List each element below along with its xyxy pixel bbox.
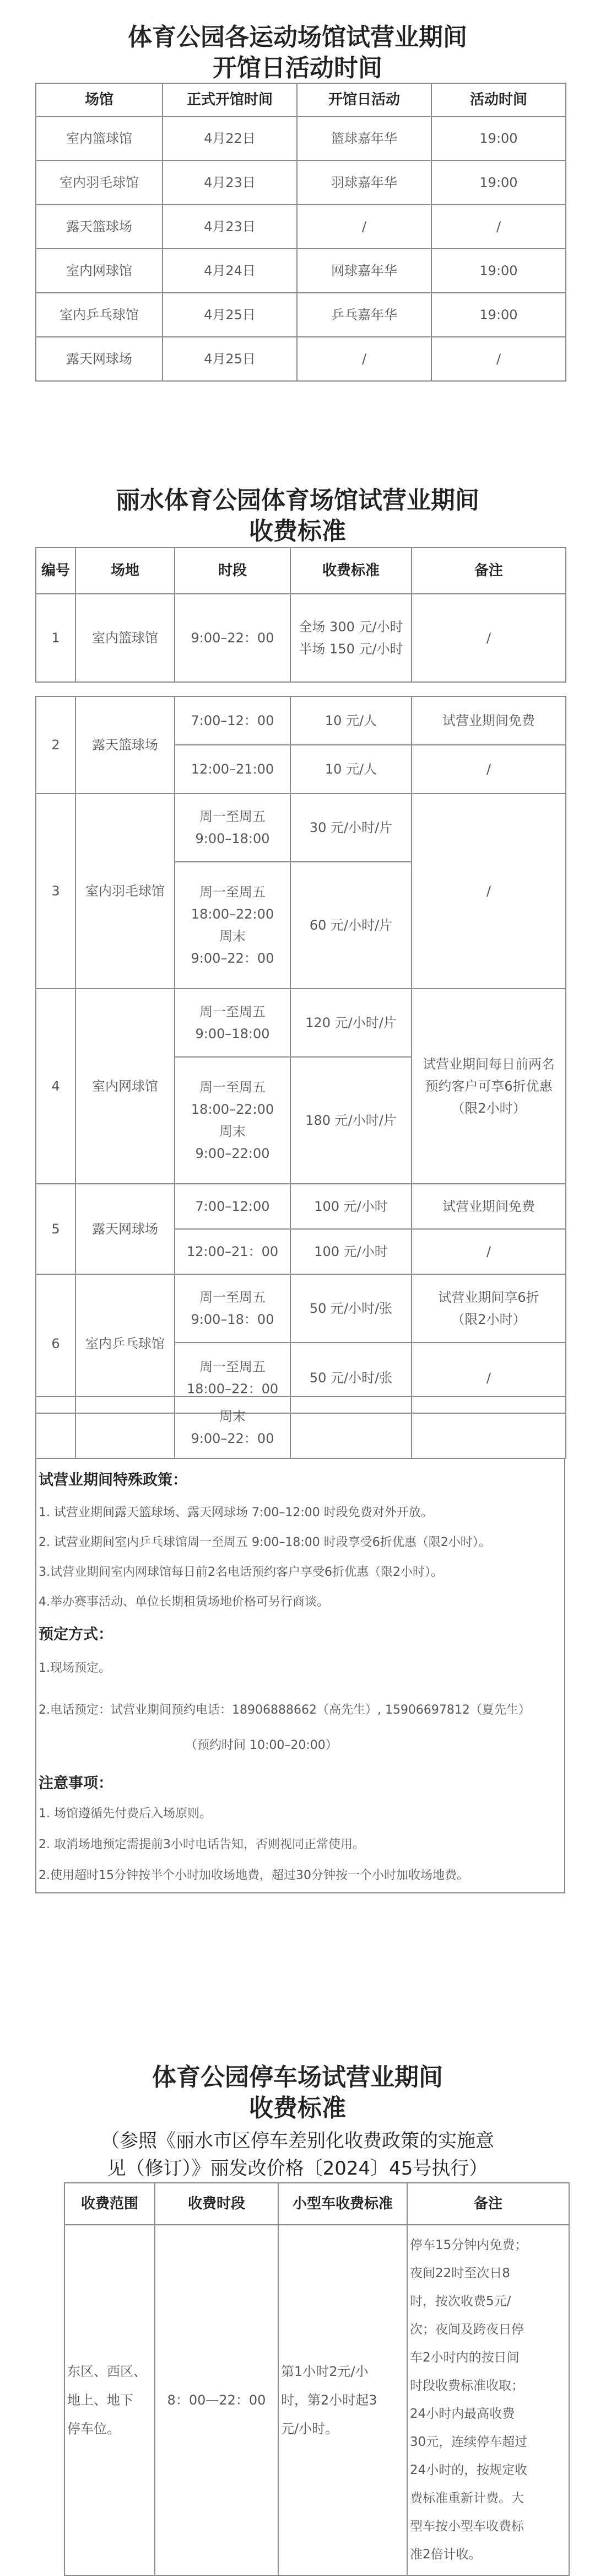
- cell: 1: [36, 594, 75, 682]
- time-line: 周末: [219, 1124, 246, 1139]
- policy-line: 2.使用超时15分钟按半个小时加收场地费，超过30分钟按一个小时加收场地费。: [39, 1869, 469, 1882]
- time-line: 9:00–22:00: [195, 1146, 270, 1161]
- table-row: [36, 116, 566, 160]
- range-line: 停车位。: [67, 2421, 120, 2437]
- cell: 3: [36, 793, 75, 989]
- note-line: 24小时内最高收费: [410, 2407, 515, 2421]
- policy-line: 2. 试营业期间室内乒乓球馆周一至周五 9:00–18:00 时段享受6折优惠（限2小时）。: [39, 1536, 491, 1549]
- fee-line: 时，第2小时起3: [281, 2392, 377, 2408]
- cell: [407, 2225, 569, 2575]
- note-line: （限2小时）: [451, 1312, 526, 1327]
- col-open-date: 正式开馆时间: [163, 83, 297, 116]
- cell: 7:00–12:00: [175, 1184, 290, 1229]
- cell: 露天网球场: [75, 1184, 175, 1274]
- table-row: [36, 160, 566, 205]
- section-opening-schedule: [0, 22, 595, 84]
- booking-method-heading: 预定方式：: [39, 1626, 113, 1643]
- special-policy-heading: 试营业期间特殊政策：: [39, 1472, 187, 1489]
- cell: /: [297, 205, 431, 249]
- note-line: 车2小时内的按日间: [410, 2350, 520, 2365]
- section1-title-line2: 开馆日活动时间: [213, 54, 382, 82]
- fee-table-part3: [35, 1396, 566, 1459]
- cell: [412, 989, 566, 1184]
- time-line: 周一至周五: [199, 1080, 266, 1095]
- col-range: 收费范围: [64, 2183, 155, 2225]
- table-row: [36, 1397, 566, 1458]
- fee-line: 全场 300 元/小时: [299, 619, 403, 635]
- col-period: 收费时段: [155, 2183, 278, 2225]
- cell: 10 元/人: [290, 696, 412, 745]
- table-row: [36, 337, 566, 381]
- time-line: 周一至周五: [199, 1359, 266, 1375]
- policy-line: （预约时间 10:00–20:00）: [185, 1738, 338, 1752]
- table-row: [36, 249, 566, 293]
- policy-line: 2. 取消场地预定需提前3小时电话告知，否则视同正常使用。: [39, 1838, 365, 1852]
- col-number: 编号: [36, 548, 75, 594]
- time-line: 周一至周五: [199, 1004, 266, 1019]
- cell: 室内羽毛球馆: [36, 160, 163, 205]
- time-line: 9:00–18:00: [195, 1026, 270, 1042]
- cell: 50 元/小时/张: [290, 1274, 412, 1343]
- cell: 10 元/人: [290, 745, 412, 793]
- table-row: [36, 205, 566, 249]
- table-row: [36, 989, 566, 1057]
- cell: /: [412, 745, 566, 793]
- cell: /: [431, 205, 566, 249]
- cell: [278, 2225, 407, 2575]
- fee-table-part1: [35, 547, 566, 683]
- cell: 室内篮球馆: [75, 594, 175, 682]
- note-line: 试营业期间每日前两名: [423, 1056, 555, 1072]
- col-activity: 开馆日活动: [297, 83, 431, 116]
- col-period: 时段: [175, 548, 290, 594]
- section-parking-fee: [0, 2062, 595, 2182]
- fee-line: 元/小时。: [281, 2421, 339, 2437]
- note-line: （限2小时）: [451, 1101, 526, 1116]
- note-line: 次；夜间及跨夜日停: [410, 2322, 524, 2337]
- note-line: 30元，连续停车超过: [410, 2435, 528, 2449]
- cell: 室内乒乓球馆: [36, 293, 163, 337]
- cell: 室内网球馆: [36, 249, 163, 293]
- cell: 19:00: [431, 116, 566, 160]
- section3-title-line1: 体育公园停车场试营业期间: [152, 2063, 443, 2091]
- section3-title-line2: 收费标准: [249, 2094, 346, 2122]
- note-line: 时段收费标准收取；: [410, 2379, 524, 2393]
- col-activity-time: 活动时间: [431, 83, 566, 116]
- cell: [290, 594, 412, 682]
- time-line: 周一至周五: [199, 1290, 266, 1305]
- cell: 19:00: [431, 293, 566, 337]
- time-line: 18:00–22：00: [186, 1381, 279, 1397]
- section1-title-line1: 体育公园各运动场馆试营业期间: [128, 23, 467, 51]
- time-line: 周末: [219, 1409, 246, 1424]
- fee-table-part2: [35, 696, 566, 1414]
- cell: 露天网球场: [36, 337, 163, 381]
- note-line: 预约客户可享6折优惠: [425, 1078, 553, 1094]
- cell: 室内网球馆: [75, 989, 175, 1184]
- fee-line: 第1小时2元/小: [281, 2364, 369, 2379]
- col-small-car-fee: 小型车收费标准: [278, 2183, 407, 2225]
- col-fee: 收费标准: [290, 548, 412, 594]
- time-line: 9:00–18：00: [191, 1312, 274, 1327]
- cell: [64, 2225, 155, 2575]
- cell: 乒乓嘉年华: [297, 293, 431, 337]
- cell: /: [431, 337, 566, 381]
- table-row: [36, 1184, 566, 1229]
- time-line: 周一至周五: [199, 884, 266, 900]
- cell: 100 元/小时: [290, 1229, 412, 1274]
- cell: 6: [36, 1274, 75, 1413]
- cell: [412, 1397, 566, 1458]
- time-line: 9:00–22：00: [191, 951, 274, 966]
- cell: /: [412, 594, 566, 682]
- cell: 4月23日: [163, 205, 297, 249]
- note-line: 准2倍计收。: [410, 2547, 482, 2562]
- note-line: 型车按小型车收费标: [410, 2519, 524, 2534]
- cell: 试营业期间免费: [412, 1184, 566, 1229]
- note-line: 时，按次收费5元/: [410, 2294, 511, 2309]
- cell: 100 元/小时: [290, 1184, 412, 1229]
- cell: [175, 1057, 290, 1184]
- cell: 19:00: [431, 249, 566, 293]
- cell: /: [412, 1229, 566, 1274]
- policy-line: 2.电话预定：试营业期间预约电话：18906888662（高先生）, 15906697812（夏先生）: [39, 1703, 531, 1717]
- note-line: 停车15分钟内免费；: [410, 2238, 528, 2252]
- time-line: 周末: [219, 929, 246, 944]
- cell: 12:00–21:00: [175, 745, 290, 793]
- table-row: [36, 293, 566, 337]
- cell: 30 元/小时/片: [290, 793, 412, 862]
- cell: [175, 862, 290, 989]
- cell: 8：00—22：00: [155, 2225, 278, 2575]
- table-row: [36, 1274, 566, 1343]
- parking-fee-table: [64, 2182, 570, 2576]
- col-note: 备注: [412, 548, 566, 594]
- cell: 60 元/小时/片: [290, 862, 412, 989]
- cell: 4月24日: [163, 249, 297, 293]
- policy-line: 3.试营业期间室内网球馆每日前2名电话预约客户享受6折优惠（限2小时）。: [39, 1565, 443, 1579]
- range-line: 东区、西区、: [67, 2364, 147, 2379]
- cell: 室内羽毛球馆: [75, 793, 175, 989]
- opening-schedule-table: [35, 83, 566, 382]
- cell: 180 元/小时/片: [290, 1057, 412, 1184]
- section3-subtitle-line1: （参照《丽水市区停车差别化收费政策的实施意: [101, 2130, 494, 2152]
- range-line: 地上、地下: [67, 2392, 133, 2408]
- policy-box: [35, 1458, 565, 1893]
- cell: [290, 1397, 412, 1458]
- cell: 室内乒乓球馆: [75, 1274, 175, 1413]
- cell: 5: [36, 1184, 75, 1274]
- cell: 7:00–12：00: [175, 696, 290, 745]
- fee-line: 半场 150 元/小时: [299, 641, 403, 657]
- time-line: 9:00–22：00: [191, 1431, 274, 1446]
- note-line: 费标准重新计费。大: [410, 2491, 524, 2505]
- note-line: 试营业期间享6折: [438, 1290, 539, 1305]
- cell: [175, 989, 290, 1057]
- cell: [175, 793, 290, 862]
- cell: [75, 1397, 175, 1458]
- cell: [175, 1397, 290, 1458]
- cell: 4月23日: [163, 160, 297, 205]
- section-fee-standard: [0, 485, 595, 547]
- table-row: [64, 2225, 569, 2575]
- section2-title-line2: 收费标准: [249, 517, 346, 545]
- cell: 4: [36, 989, 75, 1184]
- table-row: [36, 793, 566, 862]
- cell: 篮球嘉年华: [297, 116, 431, 160]
- cell: 网球嘉年华: [297, 249, 431, 293]
- cell: 12:00–21：00: [175, 1229, 290, 1274]
- cell: 19:00: [431, 160, 566, 205]
- cell: 羽球嘉年华: [297, 160, 431, 205]
- policy-line: 4.举办赛事活动、单位长期租赁场地价格可另行商谈。: [39, 1595, 329, 1609]
- cell: /: [412, 1343, 566, 1413]
- time-line: 18:00–22:00: [191, 1102, 274, 1117]
- time-line: 9:00–18:00: [195, 831, 270, 846]
- col-venue: 场地: [75, 548, 175, 594]
- col-venue: 场馆: [36, 83, 163, 116]
- table-row: [36, 696, 566, 745]
- cell: 4月22日: [163, 116, 297, 160]
- table-row: [36, 594, 566, 682]
- cell: [175, 1274, 290, 1343]
- notice-heading: 注意事项：: [39, 1775, 113, 1792]
- policy-line: 1. 场馆遵循先付费后入场原则。: [39, 1807, 212, 1821]
- policy-line: 1. 试营业期间露天篮球场、露天网球场 7:00–12:00 时段免费对外开放。: [39, 1506, 433, 1520]
- time-line: 18:00–22:00: [191, 906, 274, 922]
- cell: 室内篮球馆: [36, 116, 163, 160]
- policy-line: 1.现场预定。: [39, 1661, 111, 1675]
- cell: /: [297, 337, 431, 381]
- note-line: 夜间22时至次日8: [410, 2266, 510, 2280]
- section3-subtitle-line2: 见（修订）》丽发改价格〔2024〕45号执行）: [107, 2158, 488, 2180]
- cell: [36, 1397, 75, 1458]
- col-note: 备注: [407, 2183, 569, 2225]
- cell: 露天篮球场: [75, 696, 175, 793]
- cell: 2: [36, 696, 75, 793]
- cell: 试营业期间免费: [412, 696, 566, 745]
- cell: 120 元/小时/片: [290, 989, 412, 1057]
- cell: [412, 1274, 566, 1343]
- time-line: 周一至周五: [199, 809, 266, 824]
- cell: 50 元/小时/张: [290, 1343, 412, 1413]
- cell: 露天篮球场: [36, 205, 163, 249]
- cell: 4月25日: [163, 293, 297, 337]
- note-line: 24小时的，按规定收: [410, 2463, 528, 2477]
- cell: 4月25日: [163, 337, 297, 381]
- section2-title-line1: 丽水体育公园体育场馆试营业期间: [116, 486, 479, 514]
- cell: /: [412, 793, 566, 989]
- cell: 9:00–22：00: [175, 594, 290, 682]
